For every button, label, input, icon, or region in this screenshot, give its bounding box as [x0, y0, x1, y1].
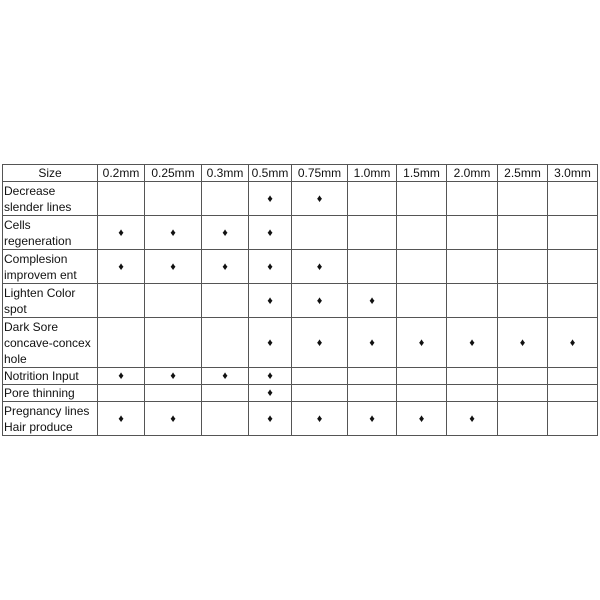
empty-cell	[447, 250, 498, 284]
empty-cell	[447, 216, 498, 250]
row-label: Decrease slender lines	[3, 182, 98, 216]
column-header-0-2mm: 0.2mm	[98, 165, 145, 182]
empty-cell	[447, 385, 498, 402]
empty-cell	[145, 182, 202, 216]
diamond-mark-cell	[202, 368, 249, 385]
empty-cell	[202, 284, 249, 318]
diamond-mark-icon: ♦	[267, 226, 273, 239]
empty-cell	[348, 385, 397, 402]
table-row	[3, 284, 598, 318]
diamond-mark-cell	[249, 216, 292, 250]
empty-cell	[292, 216, 348, 250]
column-header-0-75mm: 0.75mm	[292, 165, 348, 182]
column-header-0-3mm: 0.3mm	[202, 165, 249, 182]
column-header-1-5mm: 1.5mm	[397, 165, 447, 182]
empty-cell	[98, 182, 145, 216]
diamond-mark-icon: ♦	[170, 226, 176, 239]
empty-cell	[292, 368, 348, 385]
empty-cell	[292, 385, 348, 402]
table-row	[3, 250, 598, 284]
diamond-mark-icon: ♦	[369, 412, 375, 425]
diamond-mark-cell	[145, 368, 202, 385]
diamond-mark-cell	[548, 318, 598, 368]
diamond-mark-icon: ♦	[418, 336, 425, 349]
diamond-mark-icon: ♦	[316, 294, 323, 307]
diamond-mark-cell	[145, 216, 202, 250]
empty-cell	[202, 318, 249, 368]
diamond-mark-cell	[292, 318, 348, 368]
diamond-mark-icon: ♦	[569, 336, 576, 349]
diamond-mark-icon: ♦	[469, 336, 475, 349]
diamond-mark-cell	[249, 402, 292, 436]
empty-cell	[397, 216, 447, 250]
table-row	[3, 182, 598, 216]
empty-cell	[548, 402, 598, 436]
diamond-mark-cell	[98, 368, 145, 385]
diamond-mark-cell	[292, 402, 348, 436]
diamond-mark-icon: ♦	[222, 260, 228, 273]
empty-cell	[202, 182, 249, 216]
empty-cell	[397, 368, 447, 385]
diamond-mark-cell	[145, 250, 202, 284]
row-label: Pore thinning	[3, 385, 98, 402]
diamond-mark-icon: ♦	[118, 370, 124, 382]
diamond-mark-icon: ♦	[316, 260, 323, 273]
diamond-mark-icon: ♦	[267, 387, 273, 399]
empty-cell	[548, 250, 598, 284]
diamond-mark-icon: ♦	[118, 260, 124, 273]
diamond-mark-cell	[397, 318, 447, 368]
empty-cell	[498, 402, 548, 436]
empty-cell	[447, 182, 498, 216]
diamond-mark-cell	[249, 250, 292, 284]
empty-cell	[145, 318, 202, 368]
diamond-mark-cell	[249, 368, 292, 385]
diamond-mark-icon: ♦	[118, 226, 124, 239]
table-row	[3, 368, 598, 385]
column-header-2-5mm: 2.5mm	[498, 165, 548, 182]
empty-cell	[548, 368, 598, 385]
diamond-mark-cell	[292, 250, 348, 284]
column-header-3-0mm: 3.0mm	[548, 165, 598, 182]
diamond-mark-icon: ♦	[469, 412, 475, 425]
empty-cell	[348, 250, 397, 284]
diamond-mark-icon: ♦	[267, 412, 273, 425]
diamond-mark-icon: ♦	[267, 294, 273, 307]
empty-cell	[548, 284, 598, 318]
empty-cell	[548, 385, 598, 402]
row-label: Cells regeneration	[3, 216, 98, 250]
empty-cell	[145, 385, 202, 402]
empty-cell	[498, 284, 548, 318]
table-row	[3, 216, 598, 250]
diamond-mark-cell	[98, 216, 145, 250]
empty-cell	[498, 182, 548, 216]
empty-cell	[397, 182, 447, 216]
diamond-mark-icon: ♦	[267, 260, 273, 273]
diamond-mark-cell	[98, 250, 145, 284]
diamond-mark-cell	[348, 284, 397, 318]
diamond-mark-cell	[447, 318, 498, 368]
empty-cell	[498, 250, 548, 284]
diamond-mark-cell	[249, 182, 292, 216]
empty-cell	[498, 385, 548, 402]
table-row	[3, 318, 598, 368]
diamond-mark-icon: ♦	[170, 260, 176, 273]
diamond-mark-icon: ♦	[170, 370, 176, 382]
diamond-mark-cell	[202, 216, 249, 250]
diamond-mark-icon: ♦	[267, 336, 273, 349]
diamond-mark-cell	[249, 318, 292, 368]
table-header	[3, 165, 598, 182]
table-row	[3, 402, 598, 436]
diamond-mark-icon: ♦	[267, 192, 273, 205]
column-header-0-25mm: 0.25mm	[145, 165, 202, 182]
diamond-mark-cell	[98, 402, 145, 436]
empty-cell	[145, 284, 202, 318]
diamond-mark-icon: ♦	[418, 412, 425, 425]
table-body	[3, 182, 598, 436]
diamond-mark-cell	[202, 250, 249, 284]
diamond-mark-cell	[348, 318, 397, 368]
empty-cell	[397, 284, 447, 318]
diamond-mark-icon: ♦	[316, 412, 323, 425]
diamond-mark-icon: ♦	[316, 336, 323, 349]
row-label: Notrition Input	[3, 368, 98, 385]
empty-cell	[548, 182, 598, 216]
empty-cell	[447, 368, 498, 385]
diamond-mark-icon: ♦	[369, 336, 375, 349]
empty-cell	[348, 216, 397, 250]
empty-cell	[202, 402, 249, 436]
diamond-mark-icon: ♦	[316, 192, 323, 205]
size-comparison-table	[2, 164, 598, 436]
diamond-mark-icon: ♦	[519, 336, 526, 349]
diamond-mark-cell	[249, 385, 292, 402]
row-label: Complesion improvem ent	[3, 250, 98, 284]
empty-cell	[202, 385, 249, 402]
diamond-mark-cell	[145, 402, 202, 436]
empty-cell	[447, 284, 498, 318]
empty-cell	[498, 368, 548, 385]
diamond-mark-cell	[498, 318, 548, 368]
diamond-mark-cell	[397, 402, 447, 436]
empty-cell	[548, 216, 598, 250]
diamond-mark-icon: ♦	[170, 412, 176, 425]
row-label: Dark Sore concave-concex hole	[3, 318, 98, 368]
row-label: Pregnancy lines Hair produce	[3, 402, 98, 436]
column-header-1-0mm: 1.0mm	[348, 165, 397, 182]
empty-cell	[98, 284, 145, 318]
column-header-0-5mm: 0.5mm	[249, 165, 292, 182]
diamond-mark-icon: ♦	[222, 226, 228, 239]
empty-cell	[348, 368, 397, 385]
diamond-mark-cell	[447, 402, 498, 436]
column-header-2-0mm: 2.0mm	[447, 165, 498, 182]
empty-cell	[498, 216, 548, 250]
empty-cell	[397, 250, 447, 284]
empty-cell	[348, 182, 397, 216]
diamond-mark-cell	[348, 402, 397, 436]
row-label: Lighten Color spot	[3, 284, 98, 318]
corner-header-cell: Size	[3, 165, 98, 182]
empty-cell	[98, 318, 145, 368]
diamond-mark-icon: ♦	[267, 370, 273, 382]
diamond-mark-cell	[292, 182, 348, 216]
empty-cell	[98, 385, 145, 402]
diamond-mark-icon: ♦	[369, 294, 375, 307]
header-row	[3, 165, 598, 182]
diamond-mark-cell	[292, 284, 348, 318]
diamond-mark-cell	[249, 284, 292, 318]
diamond-mark-icon: ♦	[118, 412, 124, 425]
empty-cell	[397, 385, 447, 402]
diamond-mark-icon: ♦	[222, 370, 228, 382]
table-row	[3, 385, 598, 402]
